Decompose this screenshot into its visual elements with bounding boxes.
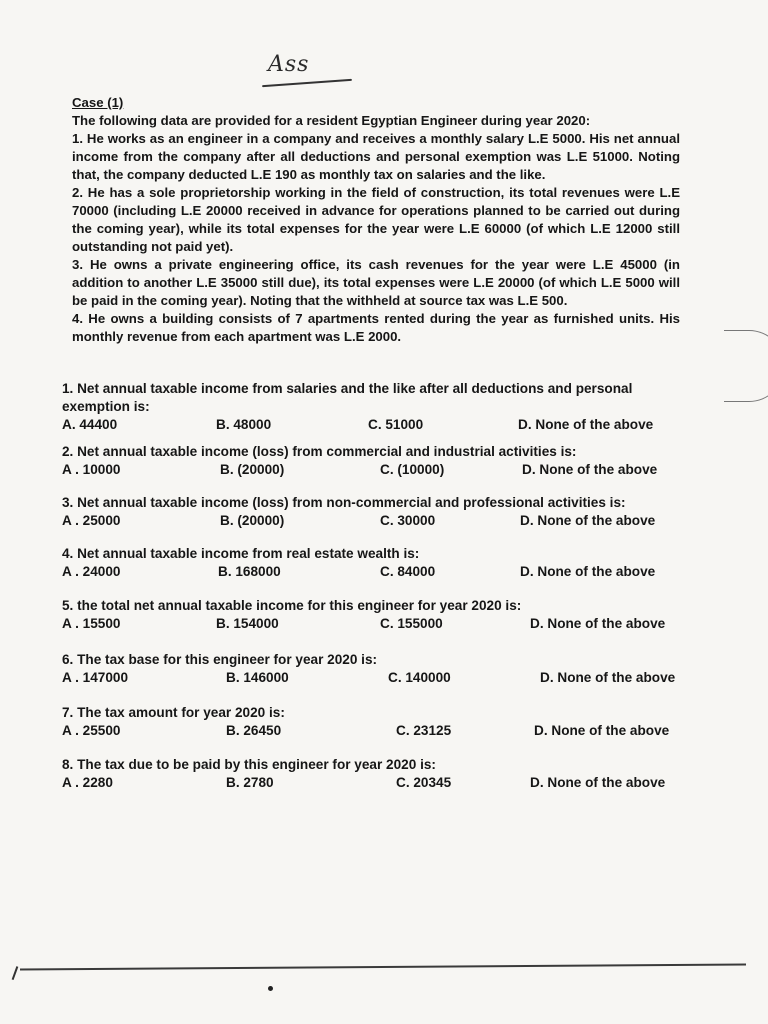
question-3 (62, 494, 682, 531)
question-2 (62, 443, 682, 480)
option-c[interactable]: C. 140000 (388, 670, 451, 685)
option-a[interactable]: A . 24000 (62, 564, 121, 579)
case-title: Case (1) (72, 95, 124, 110)
bottom-rule (20, 963, 746, 970)
question-stem: 6. The tax base for this engineer for year 2020 is: (62, 652, 378, 667)
option-d[interactable]: D. None of the above (520, 564, 656, 579)
handwritten-note: Ass (268, 52, 310, 77)
option-c[interactable]: C. 155000 (380, 616, 443, 631)
question-stem: 4. Net annual taxable income from real estate wealth is: (62, 546, 420, 561)
option-d[interactable]: D. None of the above (530, 775, 666, 790)
option-a[interactable]: A . 147000 (62, 670, 129, 685)
option-d[interactable]: D. None of the above (530, 616, 666, 631)
question-stem: 7. The tax amount for year 2020 is: (62, 705, 285, 720)
case-item-3: 3. He owns a private engineering office, its cash revenues for the year were L.E 45000 (in addition to another L.E 35000 still due), its total expenses were L.E 20000 (of which L.E 5000 will be paid in the coming year). Noting that the withheld at source tax was L.E 500. (72, 257, 680, 308)
option-a[interactable]: A . 25500 (62, 723, 121, 738)
option-b[interactable]: B. (20000) (220, 513, 285, 528)
option-b[interactable]: B. 48000 (216, 417, 272, 432)
page-edge-mark (724, 330, 768, 402)
case-item-4: 4. He owns a building consists of 7 apartments rented during the year as furnished units. His monthly revenue from each apartment was L.E 2000. (72, 311, 680, 344)
option-b[interactable]: B. 146000 (226, 670, 289, 685)
option-b[interactable]: B. (20000) (220, 462, 285, 477)
case-intro: The following data are provided for a resident Egyptian Engineer during year 2020: (72, 113, 591, 128)
option-b[interactable]: B. 26450 (226, 723, 282, 738)
pen-mark (12, 966, 18, 980)
option-d[interactable]: D. None of the above (520, 513, 656, 528)
option-c[interactable]: C. 20345 (396, 775, 452, 790)
option-b[interactable]: B. 2780 (226, 775, 274, 790)
question-stem: 5. the total net annual taxable income for this engineer for year 2020 is: (62, 598, 522, 613)
option-c[interactable]: C. (10000) (380, 462, 445, 477)
question-7 (62, 704, 682, 741)
case-item-2: 2. He has a sole proprietorship working in the field of construction, its total revenues were L.E 70000 (including L.E 20000 received in advance for operations planned to be carried out during the coming year), while its total expenses for the year were L.E 60000 (of which L.E 12000 still outstanding not paid yet). (72, 185, 680, 254)
question-stem: 2. Net annual taxable income (loss) from commercial and industrial activities is: (62, 444, 577, 459)
question-6 (62, 651, 682, 688)
option-c[interactable]: C. 30000 (380, 513, 436, 528)
option-d[interactable]: D. None of the above (540, 670, 676, 685)
ink-dot (268, 986, 273, 991)
question-stem: 3. Net annual taxable income (loss) from non-commercial and professional activities is: (62, 495, 626, 510)
option-a[interactable]: A . 10000 (62, 462, 121, 477)
option-c[interactable]: C. 23125 (396, 723, 452, 738)
question-stem: 8. The tax due to be paid by this engineer for year 2020 is: (62, 757, 436, 772)
question-stem: 1. Net annual taxable income from salaries and the like after all deductions and personal exemption is: (62, 381, 633, 414)
question-8 (62, 756, 682, 793)
case-item-1: 1. He works as an engineer in a company and receives a monthly salary L.E 5000. His net annual income from the company after all deductions and personal exemption was L.E 51000. Noting that, the company deducted L.E 190 as monthly tax on salaries and the like. (72, 131, 680, 182)
option-a[interactable]: A . 15500 (62, 616, 121, 631)
option-c[interactable]: C. 84000 (380, 564, 436, 579)
option-c[interactable]: C. 51000 (368, 417, 424, 432)
option-a[interactable]: A. 44400 (62, 417, 118, 432)
option-b[interactable]: B. 154000 (216, 616, 279, 631)
option-d[interactable]: D. None of the above (518, 417, 654, 432)
case-description (72, 94, 680, 346)
question-4 (62, 545, 682, 582)
option-a[interactable]: A . 25000 (62, 513, 121, 528)
option-d[interactable]: D. None of the above (522, 462, 658, 477)
option-d[interactable]: D. None of the above (534, 723, 670, 738)
handwritten-underline (262, 79, 352, 87)
option-b[interactable]: B. 168000 (218, 564, 281, 579)
question-1 (62, 380, 682, 435)
option-a[interactable]: A . 2280 (62, 775, 113, 790)
question-5 (62, 597, 682, 634)
